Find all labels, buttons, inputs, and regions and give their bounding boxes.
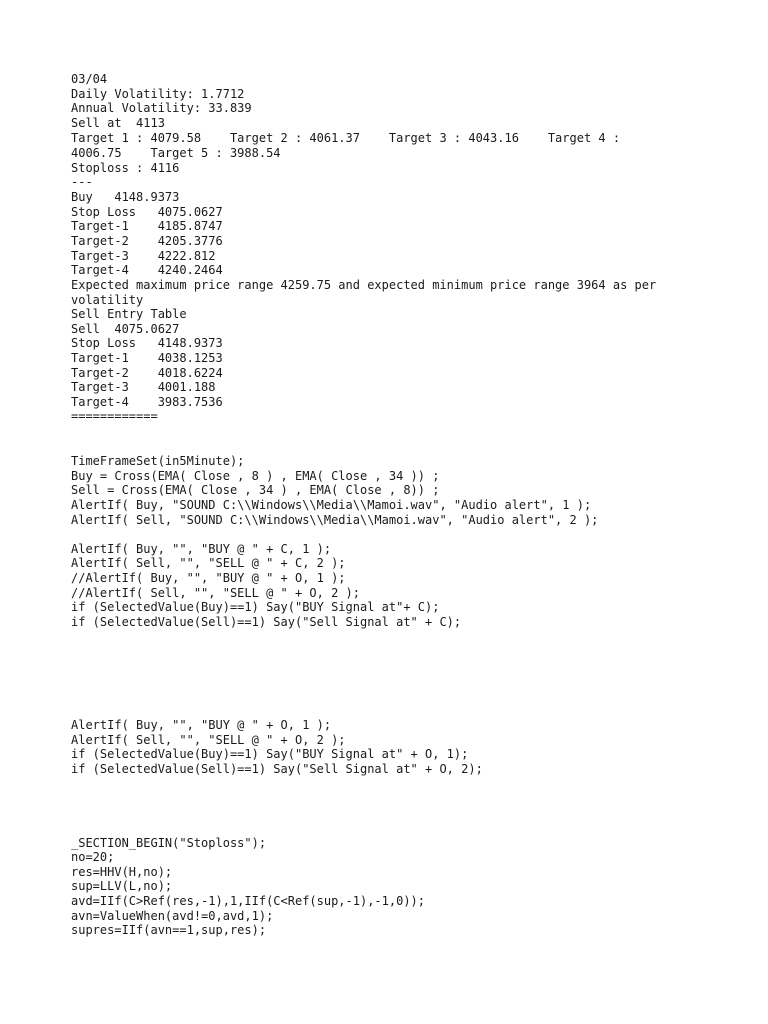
code-line: res=HHV(H,no); bbox=[71, 865, 173, 879]
code-line: AlertIf( Sell, "SOUND C:\\Windows\\Media\\Mamoi.wav", "Audio alert", 2 ); bbox=[71, 513, 599, 527]
code-line: AlertIf( Buy, "", "BUY @ " + O, 1 ); bbox=[71, 718, 332, 732]
text-line: Target-1 4038.1253 bbox=[71, 351, 223, 365]
code-line: avn=ValueWhen(avd!=0,avd,1); bbox=[71, 909, 274, 923]
code-line: if (SelectedValue(Buy)==1) Say("BUY Signal at" + O, 1); bbox=[71, 747, 469, 761]
text-line: Target-4 4240.2464 bbox=[71, 263, 223, 277]
code-line: AlertIf( Buy, "", "BUY @ " + C, 1 ); bbox=[71, 542, 332, 556]
code-line: avd=IIf(C>Ref(res,-1),1,IIf(C<Ref(sup,-1),-1,0)); bbox=[71, 894, 426, 908]
text-line: Sell 4075.0627 bbox=[71, 322, 180, 336]
text-line: Target-4 3983.7536 bbox=[71, 395, 223, 409]
text-line: Expected maximum price range 4259.75 and expected minimum price range 3964 as per bbox=[71, 278, 657, 292]
text-line: Stop Loss 4148.9373 bbox=[71, 336, 223, 350]
text-line: 03/04 bbox=[71, 72, 108, 86]
text-line: Target-3 4222.812 bbox=[71, 249, 216, 263]
code-line: AlertIf( Buy, "SOUND C:\\Windows\\Media\\Mamoi.wav", "Audio alert", 1 ); bbox=[71, 498, 592, 512]
code-line: //AlertIf( Buy, "", "BUY @ " + O, 1 ); bbox=[71, 571, 346, 585]
text-line: Daily Volatility: 1.7712 bbox=[71, 87, 245, 101]
text-line: Stop Loss 4075.0627 bbox=[71, 205, 223, 219]
text-line: volatility bbox=[71, 293, 144, 307]
text-line: Target-2 4205.3776 bbox=[71, 234, 223, 248]
text-line: Target-2 4018.6224 bbox=[71, 366, 223, 380]
code-line: if (SelectedValue(Buy)==1) Say("BUY Signal at"+ C); bbox=[71, 600, 440, 614]
code-line: //AlertIf( Sell, "", "SELL @ " + O, 2 ); bbox=[71, 586, 360, 600]
code-line: no=20; bbox=[71, 850, 115, 864]
text-line: Target-1 4185.8747 bbox=[71, 219, 223, 233]
text-line: Stoploss : 4116 bbox=[71, 161, 180, 175]
code-line: sup=LLV(L,no); bbox=[71, 879, 173, 893]
code-line: Buy = Cross(EMA( Close , 8 ) , EMA( Close , 34 )) ; bbox=[71, 469, 440, 483]
text-line: Target 1 : 4079.58 Target 2 : 4061.37 Target 3 : 4043.16 Target 4 : bbox=[71, 131, 621, 145]
code-line: if (SelectedValue(Sell)==1) Say("Sell Signal at" + C); bbox=[71, 615, 462, 629]
code-line: if (SelectedValue(Sell)==1) Say("Sell Signal at" + O, 2); bbox=[71, 762, 483, 776]
code-line: supres=IIf(avn==1,sup,res); bbox=[71, 923, 267, 937]
text-line: Annual Volatility: 33.839 bbox=[71, 101, 252, 115]
code-line: TimeFrameSet(in5Minute); bbox=[71, 454, 245, 468]
text-line: ============ bbox=[71, 409, 158, 423]
text-line: --- bbox=[71, 175, 93, 189]
code-line: _SECTION_BEGIN("Stoploss"); bbox=[71, 836, 267, 850]
code-line: Sell = Cross(EMA( Close , 34 ) , EMA( Close , 8)) ; bbox=[71, 483, 440, 497]
text-line: Buy 4148.9373 bbox=[71, 190, 180, 204]
text-line: Sell Entry Table bbox=[71, 307, 187, 321]
text-line: Sell at 4113 bbox=[71, 116, 165, 130]
code-line: AlertIf( Sell, "", "SELL @ " + C, 2 ); bbox=[71, 556, 346, 570]
text-line: 4006.75 Target 5 : 3988.54 bbox=[71, 146, 281, 160]
code-line: AlertIf( Sell, "", "SELL @ " + O, 2 ); bbox=[71, 733, 346, 747]
text-line: Target-3 4001.188 bbox=[71, 380, 216, 394]
